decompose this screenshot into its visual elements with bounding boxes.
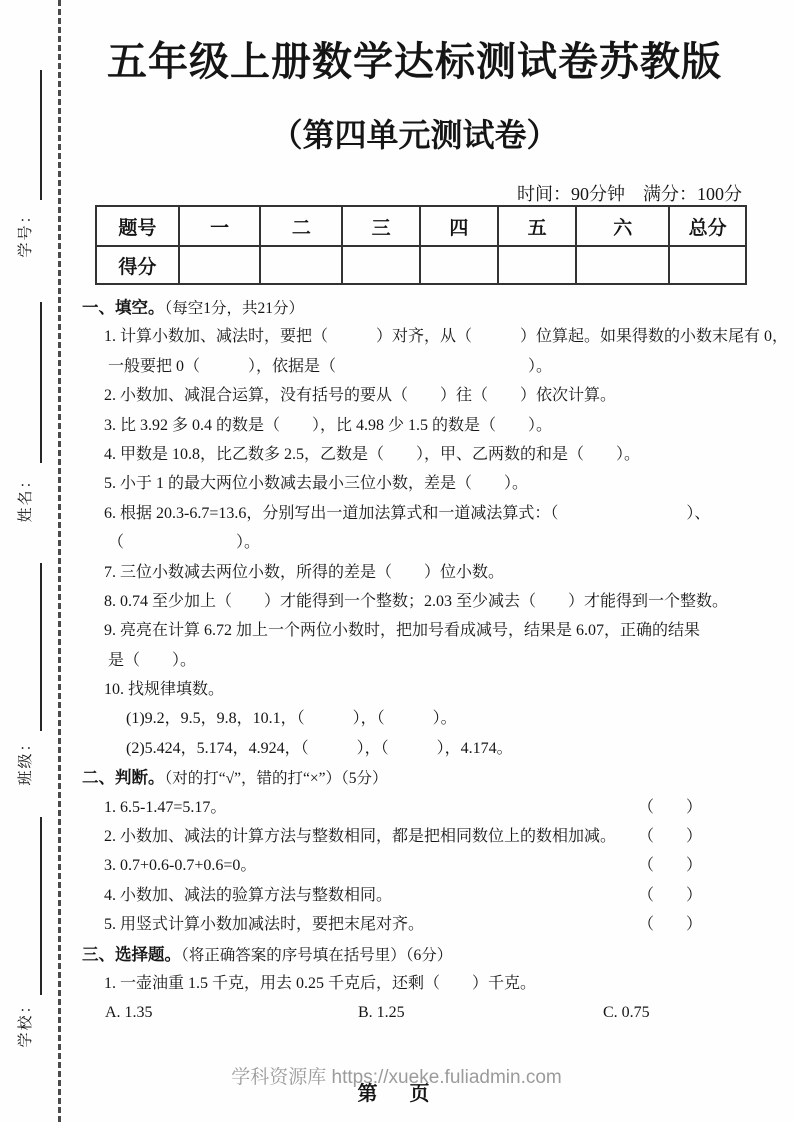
score-cell	[669, 246, 746, 284]
fill-q4: 4. 甲数是 10.8，比乙数多 2.5，乙数是（ ），甲、乙两数的和是（ ）。	[104, 445, 641, 463]
choice-q1-option-c: C. 0.75	[603, 1004, 650, 1022]
score-row-label: 得分	[96, 246, 179, 284]
choice-q1-options	[82, 998, 747, 1027]
judge-q3-text: 3. 0.7+0.6-0.7+0.6=0。	[104, 857, 257, 875]
class-label: 班级：	[18, 734, 34, 786]
fill-q5: 5. 小于 1 的最大两位小数减去最小三位小数，差是（ ）。	[104, 475, 529, 493]
score-table-score-row	[96, 246, 746, 284]
student-name-label: 姓名：	[18, 471, 34, 523]
margin-rule-segment	[40, 563, 42, 731]
judge-q5	[82, 910, 747, 939]
question-body	[82, 293, 789, 1028]
section-3-note: （将正确答案的序号填在括号里）（6分）	[181, 946, 453, 964]
fill-q3: 3. 比 3.92 多 0.4 的数是（ ），比 4.98 少 1.5 的数是（ ）。	[104, 416, 553, 434]
score-cell	[179, 246, 261, 284]
judge-q3-answer-bracket: （ ）	[637, 857, 702, 875]
judge-q4	[82, 881, 747, 910]
judge-q2-text: 2. 小数加、减法的计算方法与整数相同，都是把相同数位上的数相加减。	[104, 828, 617, 846]
judge-q3	[82, 851, 747, 880]
judge-q1-answer-bracket: （ ）	[637, 798, 702, 816]
choice-q1-option-b: B. 1.25	[358, 1004, 405, 1022]
section-2-title: 二、判断。	[82, 768, 165, 788]
page-number-footer: 第 页	[357, 1083, 436, 1105]
score-table-header: 总分	[669, 206, 746, 246]
score-table-header: 三	[342, 206, 420, 246]
judge-q1	[82, 793, 747, 822]
choice-q1: 1. 一壶油重 1.5 千克，用去 0.25 千克后，还剩（ ）千克。	[104, 974, 537, 992]
fill-q10-sub2: (2)5.424，5.174，4.924，（ ），（ ），4.174。	[126, 739, 513, 757]
fill-q6-line2: （ ）。	[108, 534, 261, 552]
fill-q8: 8. 0.74 至少加上（ ）才能得到一个整数；2.03 至少减去（ ）才能得到一个整数。	[104, 592, 729, 610]
judge-q5-text: 5. 用竖式计算小数加减法时，要把末尾对齐。	[104, 916, 425, 934]
paper-subtitle: （第四单元测试卷）	[270, 117, 559, 153]
score-table-header: 五	[498, 206, 577, 246]
fill-q10: 10. 找规律填数。	[104, 681, 225, 699]
judge-q4-text: 4. 小数加、减法的验算方法与整数相同。	[104, 886, 393, 904]
score-cell	[498, 246, 577, 284]
fill-q10-sub1: (1)9.2，9.5，9.8，10.1，（ ），（ ）。	[126, 710, 457, 728]
margin-rule-segment	[40, 70, 42, 200]
score-table-header-row	[96, 206, 746, 246]
section-2-note: （对的打“√”，错的打“×”）（5分）	[164, 770, 388, 788]
fill-q7: 7. 三位小数减去两位小数，所得的差是（ ）位小数。	[104, 563, 505, 581]
score-table-header: 一	[179, 206, 261, 246]
score-table-header: 四	[420, 206, 498, 246]
fill-q9-line2: 是（ ）。	[108, 651, 197, 669]
score-cell	[260, 246, 342, 284]
section-1-title: 一、填空。	[82, 298, 165, 317]
section-1-heading	[82, 293, 747, 322]
margin-rule-segment	[40, 817, 42, 995]
student-id-label: 学号：	[18, 206, 34, 258]
section-3-title: 三、选择题。	[82, 944, 181, 964]
score-table	[95, 205, 747, 285]
judge-q2	[82, 822, 747, 851]
score-cell	[576, 246, 669, 284]
section-2-heading	[82, 763, 747, 792]
judge-q5-answer-bracket: （ ）	[637, 916, 702, 934]
fill-q2: 2. 小数加、减混合运算，没有括号的要从（ ）往（ ）依次计算。	[104, 387, 617, 405]
watermark-source-url: 学科资源库 https://xueke.fuliadmin.com	[231, 1067, 562, 1088]
score-table-header: 二	[260, 206, 342, 246]
fill-q9-line1: 9. 亮亮在计算 6.72 加上一个两位小数时，把加号看成减号，结果是 6.07，正确的结果	[104, 622, 701, 640]
fill-q6-line1: 6. 根据 20.3-6.7=13.6，分别写出一道加法算式和一道减法算式：（ ）、	[104, 504, 711, 522]
margin-rule-segment	[40, 302, 42, 463]
time-score-info: 时间：90分钟 满分：100分	[517, 184, 742, 204]
section-1-note: （每空1分，共21分）	[164, 300, 305, 317]
section-3-heading	[82, 940, 747, 969]
score-table-header: 题号	[96, 206, 179, 246]
judge-q2-answer-bracket: （ ）	[637, 828, 702, 846]
choice-q1-option-a: A. 1.35	[105, 1004, 153, 1022]
paper-title: 五年级上册数学达标测试卷苏教版	[107, 40, 722, 84]
score-cell	[420, 246, 498, 284]
school-label: 学校：	[18, 996, 34, 1048]
fill-q1-line2: 一般要把 0（ ），依据是（ ）。	[108, 357, 553, 375]
judge-q4-answer-bracket: （ ）	[637, 886, 702, 904]
score-cell	[342, 246, 420, 284]
fill-q1-line1: 1. 计算小数加、减法时，要把（ ）对齐，从（ ）位算起。如果得数的小数末尾有 0，	[104, 328, 789, 346]
fold-dashed-line	[58, 0, 61, 1122]
judge-q1-text: 1. 6.5-1.47=5.17。	[104, 798, 227, 816]
score-table-header: 六	[576, 206, 669, 246]
